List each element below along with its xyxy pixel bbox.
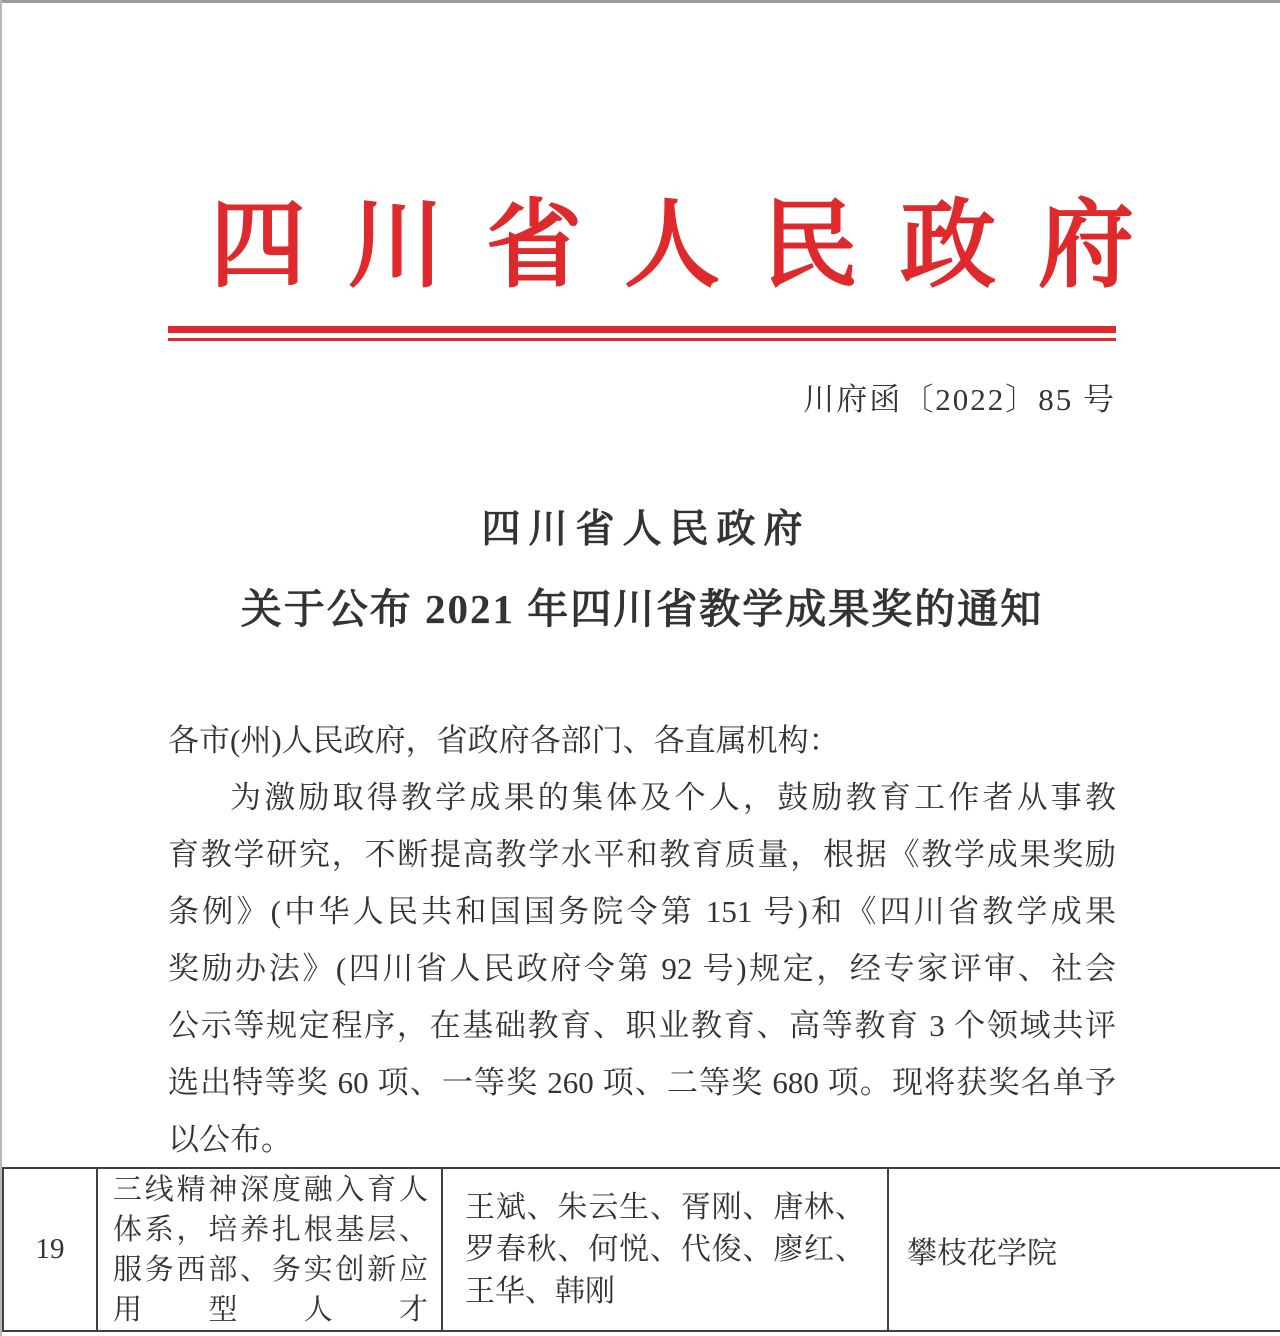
award-row-index [4,1169,98,1330]
body-line: 条例》(中华人民共和国国务院令第 151 号)和《四川省教学成果 [168,894,1116,929]
notice-title-line1: 四川省人民政府 [481,508,811,551]
award-achievement-cell [98,1169,443,1330]
body-line: 育教学研究，不断提高教学水平和教育质量，根据《教学成果奖励 [168,837,1116,872]
body-line: 选出特等奖 60 项、一等奖 260 项、二等奖 680 项。现将获奖名单予 [168,1065,1116,1100]
body-line: 为激励取得教学成果的集体及个人，鼓励教育工作者从事教 [230,780,1116,815]
document-number: 川府函〔2022〕85 号 [803,382,1116,417]
award-achievement-title: 三线精神深度融入育人体系，培养扎根基层、服务西部、务实创新应用型人才 [113,1174,428,1326]
body-line: 奖励办法》(四川省人民政府令第 92 号)规定，经专家评审、社会 [168,951,1116,986]
body-line-salutation: 各市(州)人民政府，省政府各部门、各直属机构： [168,723,840,758]
award-awardees-cell [443,1169,889,1330]
scan-edge-top [0,0,1280,3]
scan-edge-left [0,0,2,1336]
banner-rule-thin [168,338,1116,341]
banner-rule-thick [168,326,1116,333]
award-index-value: 19 [35,1233,65,1265]
award-awardees-names: 王斌、朱云生、胥刚、唐林、罗春秋、何悦、代俊、廖红、王华、韩刚 [465,1190,865,1308]
agency-banner-title: 四川省人民政府 [210,192,1176,299]
award-institution-name: 攀枝花学院 [907,1236,1057,1270]
award-institution-cell [889,1169,1280,1330]
notice-title-line2: 关于公布 2021 年四川省教学成果奖的通知 [240,586,1044,632]
award-table-row [2,1167,1280,1332]
body-line-closing: 以公布。 [168,1122,292,1157]
body-line: 公示等规定程序，在基础教育、职业教育、高等教育 3 个领域共评 [168,1008,1116,1043]
notice-body [168,712,1116,1168]
